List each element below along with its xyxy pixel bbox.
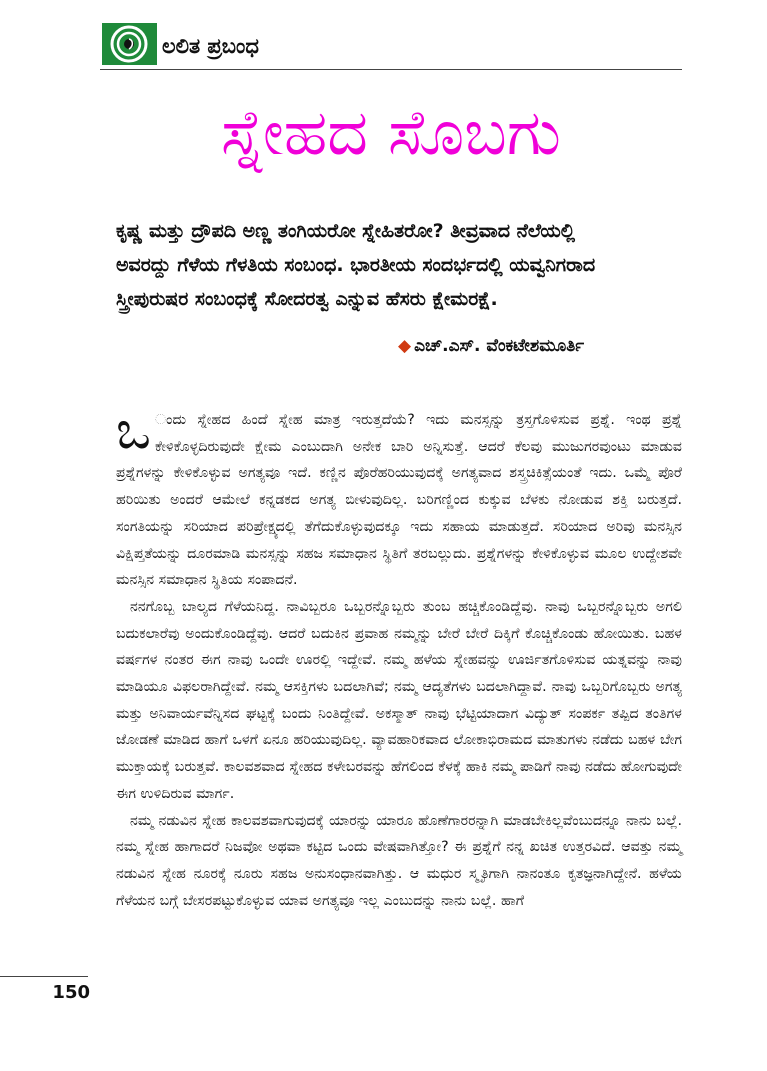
intro-line: ಸ್ತ್ರೀಪುರುಷರ ಸಂಬಂಧಕ್ಕೆ ಸೋದರತ್ವ ಎನ್ನುವ ಹೆಸರು ಕ್ಷೇಮರಕ್ಷೆ. (116, 288, 498, 310)
section-label: ಲಲಿತ ಪ್ರಬಂಧ (162, 34, 259, 58)
intro-line: ಅವರದ್ದು ಗೆಳೆಯ ಗೆಳತಿಯ ಸಂಬಂಧ. ಭಾರತೀಯ ಸಂದರ್ಭದಲ್ಲಿ ಯವ್ವನಿಗರಾದ (116, 254, 596, 276)
footer-divider (0, 976, 88, 977)
author-byline (398, 336, 688, 356)
body-paragraph: ನನಗೊಬ್ಬ ಬಾಲ್ಯದ ಗೆಳೆಯನಿದ್ದ. ನಾವಿಬ್ಬರೂ ಒಬ್ಬರನ್ನೊಬ್ಬರು ತುಂಬ ಹಚ್ಚಿಕೊಂಡಿದ್ದೆವು. ನಾವು ಒಬ್ಬರನ್ನೊಬ್ಬರು ಅಗಲಿ ಬದುಕಲಾರೆವು ಅಂದುಕೊಂಡಿದ್ದೆವು. ಆದರೆ ಬದುಕಿನ ಪ್ರವಾಹ ನಮ್ಮನ್ನು ಬೇರೆ ಬೇರೆ ದಿಕ್ಕಿಗೆ ಕೊಚ್ಚಿಕೊಂಡು ಹೋಯಿತು. ಬಹಳ ವರ್ಷಗಳ ನಂತರ ಈಗ ನಾವು ಒಂದೇ ಊರಲ್ಲಿ ಇದ್ದೇವೆ. ನಮ್ಮ ಹಳೆಯ ಸ್ನೇಹವನ್ನು ಊರ್ಜಿತಗೊಳಿಸುವ ಯತ್ನವನ್ನು ನಾವು ಮಾಡಿಯೂ ವಿಫಲರಾಗಿದ್ದೇವೆ. ನಮ್ಮ ಆಸಕ್ತಿಗಳು ಬದಲಾಗಿವೆ; ನಮ್ಮ ಆದ್ಯತೆಗಳು ಬದಲಾಗಿದ್ದಾವೆ. ನಾವು ಒಬ್ಬರಿಗೊಬ್ಬರು ಅಗತ್ಯ ಮತ್ತು ಅನಿವಾರ್ಯವೆನ್ನಿಸದ ಘಟ್ಟಕ್ಕೆ ಬಂದು ನಿಂತಿದ್ದೇವೆ. ಅಕಸ್ಮಾತ್ ನಾವು ಭೆಟ್ಟಿಯಾದಾಗ ವಿದ್ಯುತ್ ಸಂಪರ್ಕ ತಪ್ಪಿದ ತಂತಿಗಳ ಜೋಡಣೆ ಮಾಡಿದ ಹಾಗೆ ಒಳಗೆ ಏನೂ ಹರಿಯುವುದಿಲ್ಲ. ವ್ಯಾವಹಾರಿಕವಾದ ಲೋಕಾಭಿರಾಮದ ಮಾತುಗಳು ನಡೆದು ಬಹಳ ಬೇಗ ಮುಕ್ತಾಯಕ್ಕೆ ಬರುತ್ತವೆ. ಕಾಲವಶವಾದ ಸ್ನೇಹದ ಕಳೇಬರವನ್ನು ಹೆಗಲಿಂದ ಕೆಳಕ್ಕೆ ಹಾಕಿ ನಮ್ಮ ಪಾಡಿಗೆ ನಾವು ನಡೆದು ಹೋಗುವುದೇ ಈಗ ಉಳಿದಿರುವ ಮಾರ್ಗ. (116, 598, 682, 802)
body-paragraph: ನಮ್ಮ ನಡುವಿನ ಸ್ನೇಹ ಕಾಲವಶವಾಗುವುದಕ್ಕೆ ಯಾರನ್ನು ಯಾರೂ ಹೊಣೆಗಾರರನ್ನಾಗಿ ಮಾಡಬೇಕಿಲ್ಲವೆಂಬುದನ್ನೂ ನಾನು ಬಲ್ಲೆ. ನಮ್ಮ ಸ್ನೇಹ ಹಾಗಾದರೆ ನಿಜವೋ ಅಥವಾ ಕಟ್ಟಿದ ಒಂದು ವೇಷವಾಗಿತ್ತೋ? ಈ ಪ್ರಶ್ನೆಗೆ ನನ್ನ ಖಚಿತ ಉತ್ತರವಿದೆ. ಆವತ್ತು ನಮ್ಮ ನಡುವಿನ ಸ್ನೇಹ ನೂರಕ್ಕೆ ನೂರು ಸಹಜ ಅನುಸಂಧಾನವಾಗಿತ್ತು. ಆ ಮಧುರ ಸ್ಮೃತಿಗಾಗಿ ನಾನಂತೂ ಕೃತಜ್ಞನಾಗಿದ್ದೇನೆ. ಹಳೆಯ ಗೆಳೆಯನ ಬಗ್ಗೆ ಬೇಸರಪಟ್ಟುಕೊಳ್ಳುವ ಯಾವ ಅಗತ್ಯವೂ ಇಲ್ಲ ಎಂಬುದನ್ನು ನಾನು ಬಲ್ಲೆ. ಹಾಗೆ (116, 812, 682, 909)
page-number: 150 (52, 982, 90, 1003)
diamond-bullet-icon: ◆ (398, 336, 412, 356)
circular-emblem-icon (102, 23, 157, 65)
header-divider (100, 69, 682, 70)
intro-line: ಕೃಷ್ಣ ಮತ್ತು ದ್ರೌಪದಿ ಅಣ್ಣ ತಂಗಿಯರೋ ಸ್ನೇಹಿತರೋ? ತೀವ್ರವಾದ ನೆಲೆಯಲ್ಲಿ (116, 220, 576, 242)
body-paragraph (116, 401, 682, 594)
drop-cap: ಒ (116, 401, 151, 461)
magazine-logo (102, 23, 157, 65)
author-name: ಎಚ್.ಎಸ್. ವೆಂಕಟೇಶಮೂರ್ತಿ (414, 336, 585, 356)
article-intro (116, 214, 668, 316)
article-body (116, 401, 682, 914)
article-title: ಸ್ನೇಹದ ಸೊಬಗು (221, 96, 561, 169)
paragraph-text: ಂದು ಸ್ನೇಹದ ಹಿಂದೆ ಸ್ನೇಹ ಮಾತ್ರ ಇರುತ್ತದೆಯೆ? ಇದು ಮನಸ್ಸನ್ನು ತ್ರಸ್ತಗೊಳಿಸುವ ಪ್ರಶ್ನೆ. ಇಂಥ ಪ್ರಶ್ನೆ ಕೇಳಿಕೊಳ್ಳದಿರುವುದೇ ಕ್ಷೇಮ ಎಂಬುದಾಗಿ ಅನೇಕ ಬಾರಿ ಅನ್ನಿಸುತ್ತೆ. ಆದರೆ ಕೆಲವು ಮುಜುಗರವುಂಟು ಮಾಡುವ ಪ್ರಶ್ನೆಗಳನ್ನು ಕೇಳಿಕೊಳ್ಳುವ ಅಗತ್ಯವೂ ಇದೆ. ಕಣ್ಣಿನ ಪೊರೆಹರಿಯುವುದಕ್ಕೆ ಅಗತ್ಯವಾದ ಶಸ್ತ್ರಚಿಕಿತ್ಸೆಯಂತೆ ಇದು. ಒಮ್ಮೆ ಪೊರೆ ಹರಿಯಿತು ಅಂದರೆ ಆಮೇಲೆ ಕನ್ನಡಕದ ಅಗತ್ಯ ಬೀಳುವುದಿಲ್ಲ. ಬರಿಗಣ್ಣಿಂದ ಕುಕ್ಕುವ ಬೆಳಕು ನೋಡುವ ಶಕ್ತಿ ಬರುತ್ತದೆ. ಸಂಗತಿಯನ್ನು ಸರಿಯಾದ ಪರಿಪ್ರೇಕ್ಷ್ಯದಲ್ಲಿ ತೆಗೆದುಕೊಳ್ಳುವುದಕ್ಕೂ ಇದು ಸಹಾಯ ಮಾಡುತ್ತದೆ. ಸರಿಯಾದ ಅರಿವು ಮನಸ್ಸಿನ ವಿಕ್ಷಿಪ್ತತೆಯನ್ನು ದೂರಮಾಡಿ ಮನಸ್ಸನ್ನು ಸಹಜ ಸಮಾಧಾನ ಸ್ಥಿತಿಗೆ ತರಬಲ್ಲುದು. ಪ್ರಶ್ನೆಗಳನ್ನು ಕೇಳಿಕೊಳ್ಳುವ ಮೂಲ ಉದ್ದೇಶವೇ ಮನಸ್ಸಿನ ಸಮಾಧಾನ ಸ್ಥಿತಿಯ ಸಂಪಾದನೆ. (116, 412, 682, 589)
